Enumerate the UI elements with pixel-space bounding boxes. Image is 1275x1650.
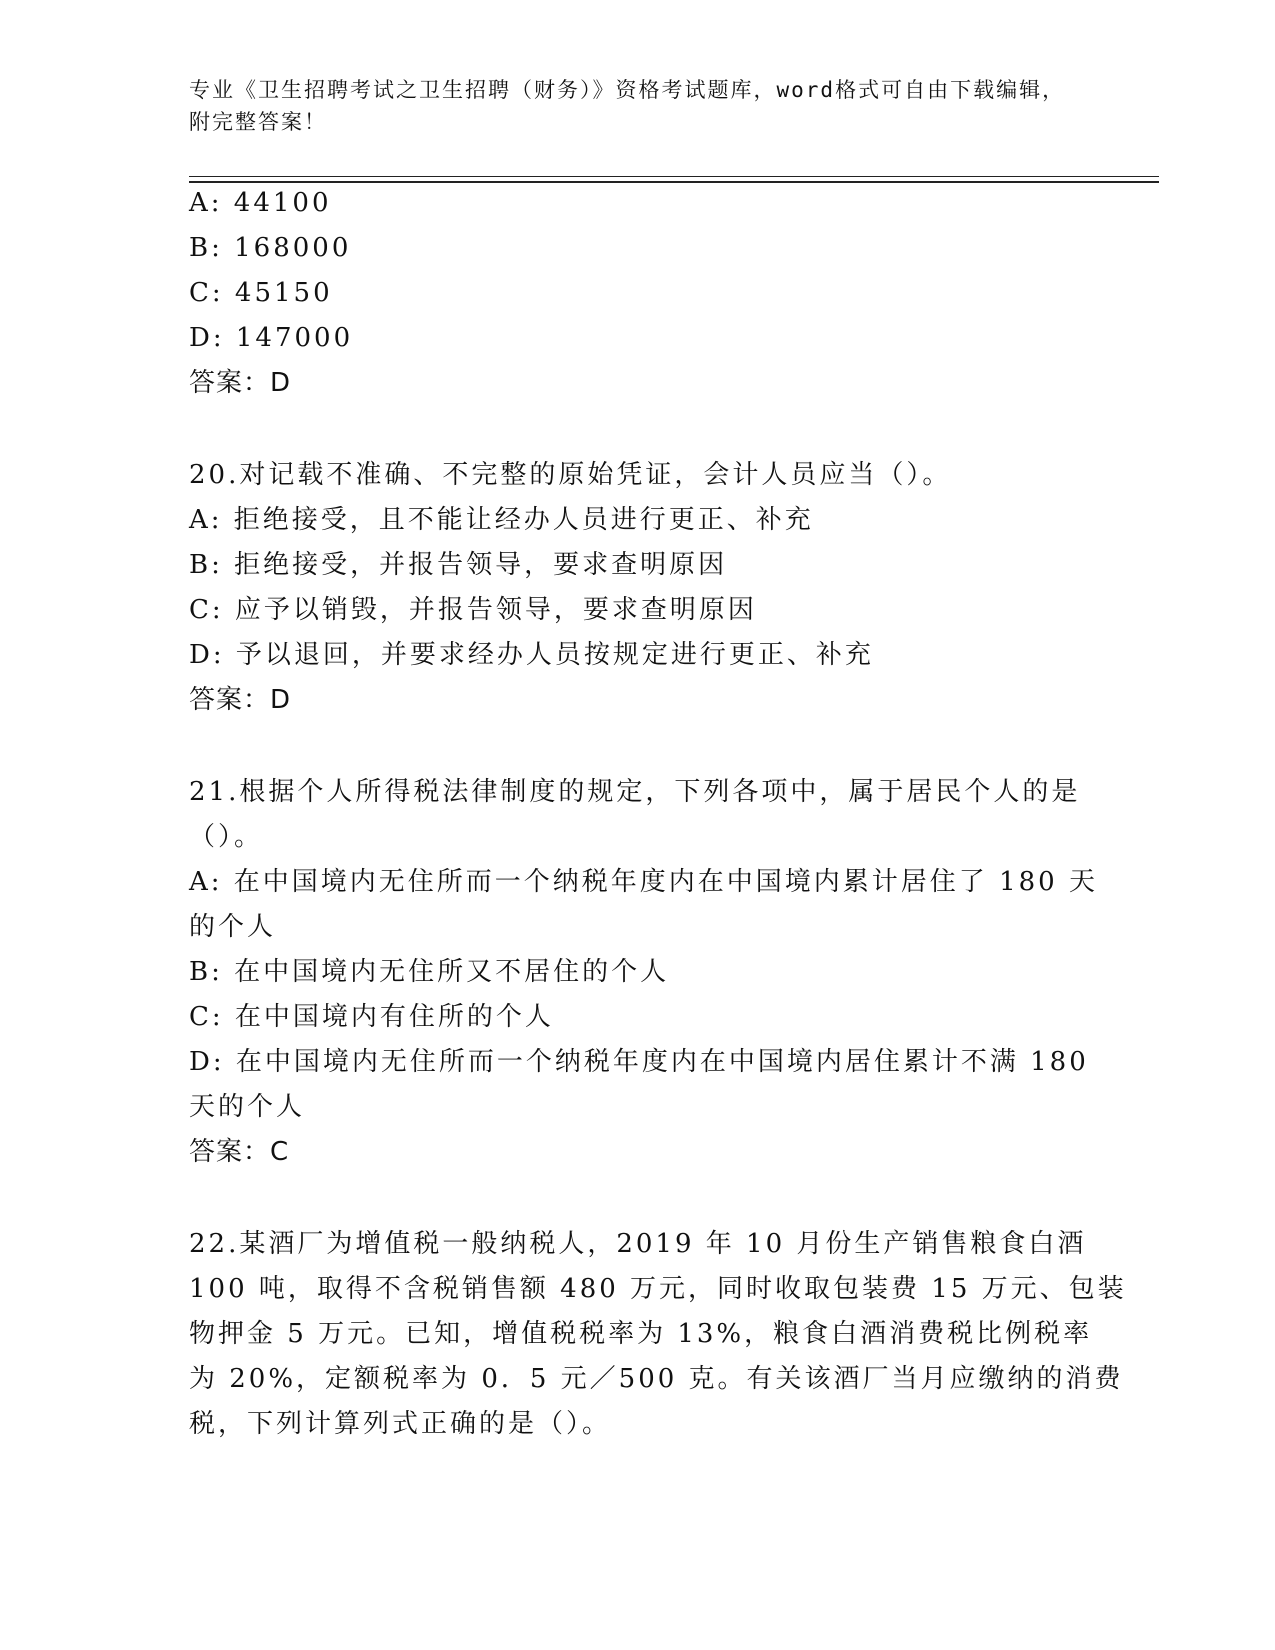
q19-answer: 答案：D [189, 368, 292, 398]
q21-option-b: B: 在中国境内无住所又不居住的个人 [189, 957, 670, 987]
q22-question-line4: 为 20%，定额税率为 0．5 元／500 克。有关该酒厂当月应缴纳的消费 [189, 1364, 1124, 1394]
document-header: 专业《卫生招聘考试之卫生招聘（财务）》资格考试题库，word格式可自由下载编辑，附完整答案！ [189, 78, 1066, 134]
header-divider-thin [189, 176, 1159, 177]
q21-question-line2: （）。 [189, 822, 264, 852]
q22-question-line3: 物押金 5 万元。已知，增值税税率为 13%，粮食白酒消费税比例税率 [189, 1319, 1093, 1349]
q20-option-c: C: 应予以销毁，并报告领导，要求查明原因 [189, 595, 757, 625]
q19-option-b: B: 168000 [189, 233, 352, 263]
q21-answer: 答案：C [189, 1137, 290, 1167]
q19-option-d: D: 147000 [189, 323, 354, 353]
q19-option-c: C: 45150 [189, 278, 333, 308]
q20-answer: 答案：D [189, 685, 292, 715]
q20-option-b: B: 拒绝接受，并报告领导，要求查明原因 [189, 550, 728, 580]
header-divider-thick [189, 181, 1159, 183]
q21-option-d-line1: D: 在中国境内无住所而一个纳税年度内在中国境内居住累计不满 180 [189, 1047, 1089, 1077]
q21-option-a-line1: A: 在中国境内无住所而一个纳税年度内在中国境内累计居住了 180 天 [189, 867, 1098, 897]
q22-question-line2: 100 吨，取得不含税销售额 480 万元，同时收取包装费 15 万元、包装 [189, 1274, 1127, 1304]
q20-option-a: A: 拒绝接受，且不能让经办人员进行更正、补充 [189, 505, 814, 535]
q19-option-a: A: 44100 [189, 188, 332, 218]
q21-question-line1: 21.根据个人所得税法律制度的规定，下列各项中，属于居民个人的是 [189, 777, 1081, 807]
q20-question: 20.对记载不准确、不完整的原始凭证，会计人员应当（）。 [189, 460, 952, 490]
q21-option-c: C: 在中国境内有住所的个人 [189, 1002, 554, 1032]
q20-option-d: D: 予以退回，并要求经办人员按规定进行更正、补充 [189, 640, 874, 670]
q22-question-line5: 税，下列计算列式正确的是（）。 [189, 1409, 612, 1439]
q22-question-line1: 22.某酒厂为增值税一般纳税人，2019 年 10 月份生产销售粮食白酒 [189, 1229, 1087, 1259]
q21-option-d-line2: 天的个人 [189, 1092, 306, 1122]
q21-option-a-line2: 的个人 [189, 912, 277, 942]
